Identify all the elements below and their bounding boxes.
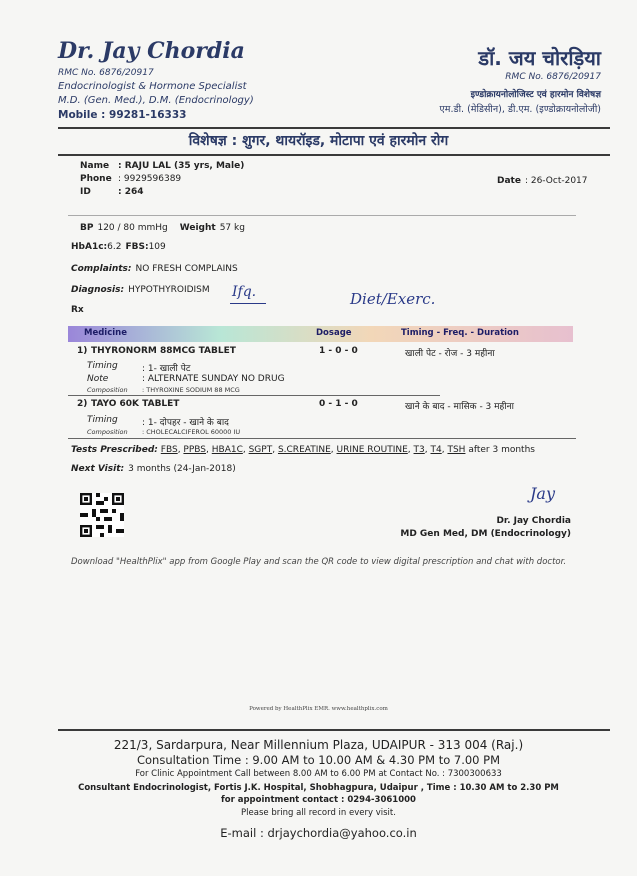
footer-email: E-mail : drjaychordia@yahoo.co.in (220, 826, 417, 840)
rmc-number-hi: RMC No. 6876/20917 (505, 72, 601, 82)
test-item: URINE ROUTINE (336, 445, 408, 455)
composition-label: Composition (87, 428, 128, 436)
medicine-name: TAYO 60K TABLET (91, 399, 180, 409)
vitals-row (80, 223, 245, 233)
weight-label: Weight (179, 223, 216, 233)
labs-row (71, 242, 166, 252)
fbs-label: FBS: (125, 242, 149, 252)
composition-value: : THYROXINE SODIUM 88 MCG (142, 386, 240, 394)
speciality-line: विशेषज्ञ : शुगर, थायरॉइड, मोटापा एवं हारमोन रोग (188, 133, 449, 149)
footer-bring-records: Please bring all record in every visit. (241, 808, 396, 818)
diagnosis-value: HYPOTHYROIDISM (128, 285, 210, 295)
powered-by: Powered by HealthPlix EMR. www.healthplix.com (249, 706, 388, 712)
patient-name: : RAJU LAL (35 yrs, Male) (118, 161, 245, 171)
patient-divider (68, 215, 576, 216)
bp-value: 120 / 80 mmHg (97, 223, 168, 233)
patient-phone: : 9929596389 (118, 174, 182, 184)
timing-value: : 1- खाली पेट (142, 364, 191, 374)
fbs-value: 109 (148, 242, 166, 252)
degrees-en: M.D. (Gen. Med.), D.M. (Endocrinology) (58, 95, 254, 106)
rmc-number-en: RMC No. 6876/20917 (58, 68, 154, 78)
medicine-number: 1) (77, 346, 88, 356)
patient-phone-row (80, 174, 181, 184)
diagnosis-row (71, 285, 210, 295)
footer-address: 221/3, Sardarpura, Near Millennium Plaza, UDAIPUR - 313 004 (Raj.) (113, 738, 524, 752)
patient-name-row (80, 161, 244, 171)
handwriting-underline (230, 303, 266, 304)
footer-consult-time: Consultation Time : 9.00 AM to 10.00 AM & 4.30 PM to 7.00 PM (136, 753, 501, 767)
header-divider-bottom (58, 154, 610, 156)
footer-divider (58, 729, 610, 731)
signature-qualifications: MD Gen Med, DM (Endocrinology) (400, 529, 571, 539)
medicine-dosage: 0 - 1 - 0 (319, 399, 358, 409)
handwritten-diagnosis-note: Ifq. (232, 284, 257, 300)
bp-label: BP (80, 223, 94, 233)
timing-label: Timing (87, 361, 118, 371)
next-visit-row (71, 464, 236, 474)
download-note: Download "HealthPlix" app from Google Play and scan the QR code to view digital prescription and chat with doctor. (71, 557, 567, 567)
next-visit-value: 3 months (24-Jan-2018) (128, 464, 236, 474)
test-item: HBA1C (211, 445, 243, 455)
table-bottom-divider (68, 438, 576, 439)
patient-id: : 264 (118, 187, 144, 197)
tests-row: Tests Prescribed: FBS, PPBS, HBA1C, SGPT, S.CREATINE, URINE ROUTINE, T3, T4, TSH after 3 months (71, 445, 535, 455)
weight-value: 57 kg (219, 223, 245, 233)
signature-scribble: Jay (530, 484, 555, 503)
composition-value: : CHOLECALCIFEROL 60000 IU (142, 428, 241, 436)
test-item: FBS (160, 445, 178, 455)
test-item: TSH (447, 445, 466, 455)
complaints-label: Complaints: (71, 264, 132, 274)
header-divider-top (58, 127, 610, 129)
next-visit-label: Next Visit: (71, 464, 125, 474)
qr-code-icon (80, 493, 124, 537)
degrees-hi: एम.डी. (मेडिसीन), डी.एम. (इण्डोक्रायनोलोजी) (439, 104, 601, 115)
patient-id-row (80, 187, 144, 197)
note-label: Note (87, 374, 109, 384)
medicine-divider (68, 395, 440, 396)
timing-label: Timing (87, 415, 118, 425)
header-dosage: Dosage (316, 328, 352, 338)
handwritten-diet-note: Diet/Exerc. (350, 290, 436, 308)
diagnosis-label: Diagnosis: (71, 285, 125, 295)
test-item: T4 (430, 445, 442, 455)
header-medicine: Medicine (84, 328, 127, 338)
hba1c-value: 6.2 (107, 242, 122, 252)
specialist-en: Endocrinologist & Hormone Specialist (58, 81, 247, 92)
medicine-schedule: खाली पेट - रोज - 3 महीना (405, 349, 495, 359)
rx-label: Rx (71, 305, 84, 315)
medicine-schedule: खाने के बाद - मासिक - 3 महीना (405, 402, 514, 412)
date-row (497, 176, 588, 186)
specialist-hi: इण्डोक्रायनोलोजिस्ट एवं हारमोन विशेषज्ञ (470, 90, 601, 100)
complaints-row (71, 264, 238, 274)
header-timing: Timing - Freq. - Duration (401, 328, 519, 338)
tests-label: Tests Prescribed: (71, 445, 158, 455)
complaints-value: NO FRESH COMPLAINS (135, 264, 238, 274)
name-label: Name (80, 161, 110, 171)
medicine-dosage: 1 - 0 - 0 (319, 346, 358, 356)
composition-label: Composition (87, 386, 128, 394)
test-item: PPBS (183, 445, 207, 455)
id-label: ID (80, 187, 91, 197)
test-item: SGPT (248, 445, 273, 455)
doctor-name-en: Dr. Jay Chordia (58, 38, 245, 64)
timing-value: : 1- दोपहर - खाने के बाद (142, 418, 229, 428)
test-item: T3 (413, 445, 425, 455)
medicine-table-header (68, 326, 573, 342)
hba1c-label: HbA1c: (71, 242, 108, 252)
medicine-name: THYRONORM 88MCG TABLET (91, 346, 236, 356)
doctor-name-hi: डॉ. जय चोरड़िया (478, 46, 601, 70)
date-label: Date (497, 176, 521, 186)
note-value: : ALTERNATE SUNDAY NO DRUG (142, 374, 285, 384)
visit-date: : 26-Oct-2017 (524, 176, 588, 186)
medicine-number: 2) (77, 399, 88, 409)
footer-consultant: Consultant Endocrinologist, Fortis J.K. Hospital, Shobhagpura, Udaipur , Time : 10.30 AM to 2.30 PM (78, 783, 559, 793)
phone-label: Phone (80, 174, 112, 184)
test-item: S.CREATINE (277, 445, 331, 455)
tests-suffix: after 3 months (468, 445, 535, 455)
mobile-number: Mobile : 99281-16333 (58, 109, 187, 121)
signature-name: Dr. Jay Chordia (496, 516, 571, 526)
footer-appointment-contact: for appointment contact : 0294-3061000 (221, 795, 416, 805)
footer-appointment: For Clinic Appointment Call between 8.00 AM to 6.00 PM at Contact No. : 7300300633 (135, 769, 502, 779)
